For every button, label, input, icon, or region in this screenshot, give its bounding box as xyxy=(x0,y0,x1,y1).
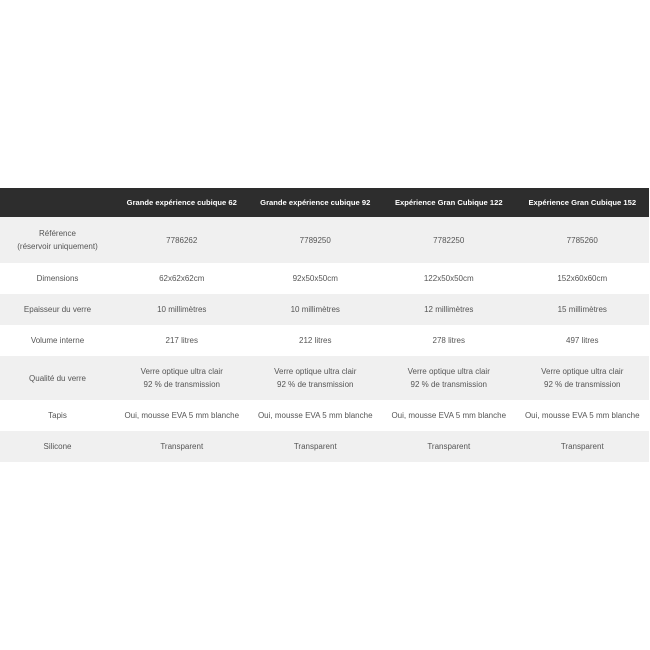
cell-text: 62x62x62cm xyxy=(159,274,205,283)
header-cubique-122: Expérience Gran Cubique 122 xyxy=(382,188,516,217)
cell-text: Transparent xyxy=(293,442,337,451)
table-header-row xyxy=(0,188,649,217)
row-label xyxy=(0,217,115,263)
table-cell xyxy=(115,294,249,325)
table-cell xyxy=(115,431,249,462)
cell-text: 7789250 xyxy=(299,235,331,245)
table-cell xyxy=(382,217,516,263)
table-cell xyxy=(516,294,650,325)
cell-text: 15 millimètres xyxy=(557,305,607,314)
spec-comparison-table xyxy=(0,188,649,462)
row-label xyxy=(0,400,115,431)
table-row-dimensions xyxy=(0,263,649,294)
cell-text: 152x60x60cm xyxy=(557,274,608,283)
cell-text: Verre optique ultra clair xyxy=(274,367,357,376)
table-cell xyxy=(516,263,650,294)
table-cell xyxy=(516,400,650,431)
table-cell xyxy=(249,431,383,462)
header-empty-cell xyxy=(0,188,115,217)
table-row-silicone xyxy=(0,431,649,462)
cell-text: 92 % de transmission xyxy=(143,380,220,389)
table-cell xyxy=(249,356,383,400)
cell-text: 212 litres xyxy=(299,336,332,345)
cell-text: Oui, mousse EVA 5 mm blanche xyxy=(257,411,373,420)
table-cell xyxy=(382,294,516,325)
cell-text: Verre optique ultra clair xyxy=(407,367,490,376)
row-label-line: Epaisseur du verre xyxy=(23,305,92,314)
cell-text: Transparent xyxy=(560,442,604,451)
table-cell xyxy=(249,325,383,356)
row-label-line: Tapis xyxy=(48,411,67,420)
table-row-volume xyxy=(0,325,649,356)
row-label xyxy=(0,356,115,400)
table-cell xyxy=(516,217,650,263)
table-cell xyxy=(516,431,650,462)
row-label-line: Volume interne xyxy=(30,336,85,345)
cell-text: Oui, mousse EVA 5 mm blanche xyxy=(124,411,240,420)
cell-text: Verre optique ultra clair xyxy=(140,367,223,376)
table-cell xyxy=(382,400,516,431)
table-row-mat xyxy=(0,400,649,431)
cell-text: 278 litres xyxy=(432,336,465,345)
table-cell xyxy=(249,217,383,263)
row-label xyxy=(0,263,115,294)
cell-text: 92 % de transmission xyxy=(277,380,354,389)
cell-text: 7785260 xyxy=(566,235,598,245)
cell-text: 12 millimètres xyxy=(424,305,474,314)
row-label-line: Silicone xyxy=(43,442,72,451)
row-label-line: Dimensions xyxy=(36,274,79,283)
table-row-glass-thickness xyxy=(0,294,649,325)
table-cell xyxy=(516,356,650,400)
cell-text: 10 millimètres xyxy=(290,305,340,314)
table-cell xyxy=(382,431,516,462)
table-cell xyxy=(249,294,383,325)
table-cell xyxy=(382,325,516,356)
cell-text: 122x50x50cm xyxy=(423,274,474,283)
cell-text: 92 % de transmission xyxy=(410,380,487,389)
cell-text: Verre optique ultra clair xyxy=(541,367,624,376)
table-row-glass-quality xyxy=(0,356,649,400)
header-cubique-62: Grande expérience cubique 62 xyxy=(115,188,249,217)
cell-text: Transparent xyxy=(160,442,204,451)
header-cubique-152: Expérience Gran Cubique 152 xyxy=(516,188,650,217)
cell-text: 7786262 xyxy=(166,235,198,245)
table-cell xyxy=(382,356,516,400)
table-cell xyxy=(249,263,383,294)
cell-text: 497 litres xyxy=(566,336,599,345)
cell-text: Oui, mousse EVA 5 mm blanche xyxy=(524,411,640,420)
cell-text: 217 litres xyxy=(165,336,198,345)
table-cell xyxy=(249,400,383,431)
cell-text: 92x50x50cm xyxy=(292,274,338,283)
table-cell xyxy=(115,325,249,356)
cell-text: 10 millimètres xyxy=(157,305,207,314)
cell-text: Transparent xyxy=(427,442,471,451)
row-label-line: (réservoir uniquement) xyxy=(17,242,98,251)
table-cell xyxy=(115,217,249,263)
row-label xyxy=(0,325,115,356)
cell-text: 92 % de transmission xyxy=(544,380,621,389)
cell-text: Oui, mousse EVA 5 mm blanche xyxy=(391,411,507,420)
header-cubique-92: Grande expérience cubique 92 xyxy=(249,188,383,217)
row-label xyxy=(0,294,115,325)
cell-text: 7782250 xyxy=(433,235,465,245)
row-label xyxy=(0,431,115,462)
table-row-reference xyxy=(0,217,649,263)
table-cell xyxy=(382,263,516,294)
table-cell xyxy=(115,400,249,431)
table-cell xyxy=(115,356,249,400)
row-label-line: Qualité du verre xyxy=(29,373,86,383)
table-cell xyxy=(115,263,249,294)
row-label-line: Référence xyxy=(39,229,76,238)
table-cell xyxy=(516,325,650,356)
